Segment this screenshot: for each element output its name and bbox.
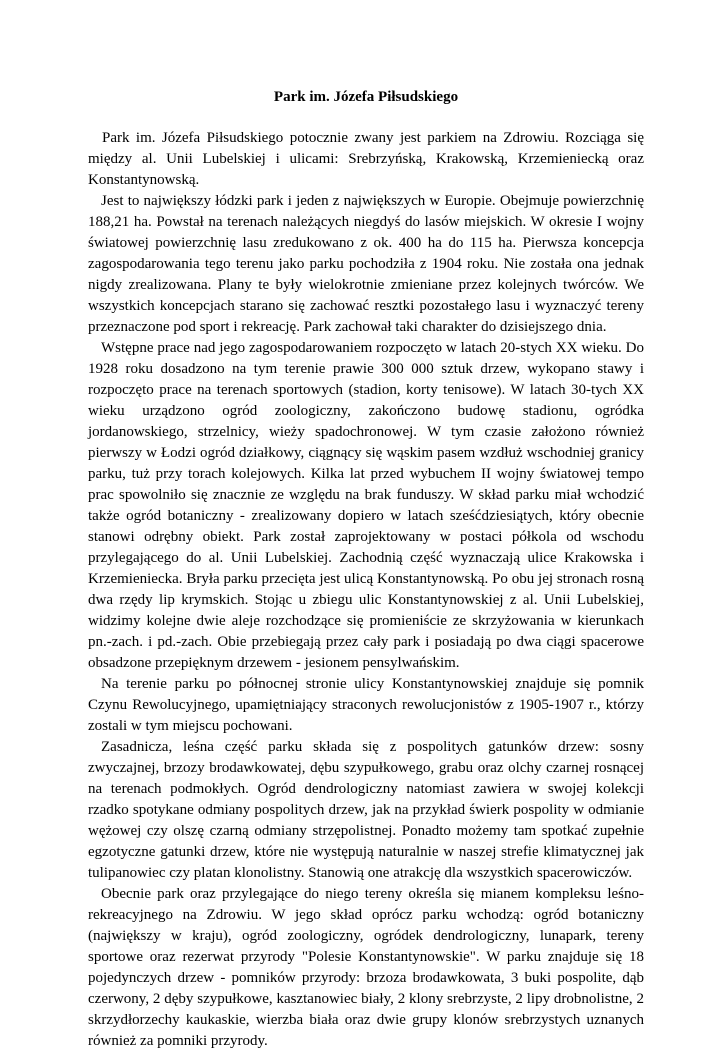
paragraph-history: Jest to największy łódzki park i jeden z największych w Europie. Obejmuje powierzchnię 188,21 ha. Powstał na terenach należących niegdyś do lasów miejskich. W okresie I wojny światowej powierzchnię lasu zredukowano z ok. 400 ha do 115 ha. Pierwsza koncepcja zagospodarowania tego terenu jako parku pochodziła z 1904 roku. Nie została ona jednak nigdy zrealizowana. Plany te były wielokrotnie zmieniane przez kolejnych twórców. We wszystkich koncepcjach starano się zachować resztki pozostałego lasu i wyznaczyć tereny przeznaczone pod sport i rekreację. Park zachował taki charakter do dzisiejszego dnia. [88, 193, 644, 335]
title-spacer [88, 108, 644, 128]
paragraph-location: Park im. Józefa Piłsudskiego potocznie zwany jest parkiem na Zdrowiu. Rozciąga się między al. Unii Lubelskiej i ulicami: Srebrzyńską, Krakowską, Krzemieniecką oraz Konstantynowską. [88, 130, 644, 188]
paragraph-complex: Obecnie park oraz przylegające do niego tereny określa się mianem kompleksu leśno-rekreacyjnego na Zdrowiu. W jego skład oprócz parku wchodzą: ogród botaniczny (największy w kraju), ogród zoologiczny, ogródek dendrologiczny, lunapark, tereny sportowe oraz rezerwat przyrody "Polesie Konstantynowskie". W parku znajduje się 18 pojedynczych drzew - pomników przyrody: brzoza brodawkowata, 3 buki pospolite, dąb czerwony, 2 dęby szypułkowe, kasztanowiec biały, 2 klony srebrzyste, 2 lipy drobnolistne, 2 skrzydłorzechy kaukaskie, wierzba biała oraz dwie grupy klonów srebrzystych uznanych również za pomniki przyrody. [88, 886, 644, 1049]
paragraph-development: Wstępne prace nad jego zagospodarowaniem rozpoczęto w latach 20-stych XX wieku. Do 1928 roku dosadzono na tym terenie prawie 300 000 sztuk drzew, wykopano stawy i rozpoczęto prace na terenach sportowych (stadion, korty tenisowe). W latach 30-tych XX wieku urządzono ogród zoologiczny, zakończono budowę stadionu, ogródka jordanowskiego, strzelnicy, wieży spadochronowej. W tym czasie założono również pierwszy w Łodzi ogród działkowy, ciągnący się wąskim pasem wzdłuż wschodniej granicy parku, tuż przy torach kolejowych. Kilka lat przed wybuchem II wojny światowej tempo prac spowolniło się znacznie ze względu na brak funduszy. W skład parku miał wchodzić także ogród botaniczny - zrealizowany dopiero w latach sześćdziesiątych, który obecnie stanowi odrębny obiekt. Park został zaprojektowany w postaci półkola od wschodu przylegającego do al. Unii Lubelskiej. Zachodnią część wyznaczają ulice Krakowska i Krzemieniecka. Bryła parku przecięta jest ulicą Konstantynowską. Po obu jej stronach rosną dwa rzędy lip krymskich. Stojąc u zbiegu ulic Konstantynowskiej z al. Unii Lubelskiej, widzimy kolejne dwie aleje rozchodzące się promieniście ze skrzyżowania w kierunkach pn.-zach. i pd.-zach. Obie przebiegają przez cały park i posiadają po dwa ciągi spacerowe obsadzone przepięknym drzewem - jesionem pensylwańskim. [88, 340, 644, 671]
paragraph-monument: Na terenie parku po północnej stronie ulicy Konstantynowskiej znajduje się pomnik Czynu Rewolucyjnego, upamiętniający straconych rewolucjonistów z 1905-1907 r., którzy zostali w tym miejscu pochowani. [88, 676, 644, 734]
document-title: Park im. Józefa Piłsudskiego [273, 89, 459, 105]
paragraph-trees: Zasadnicza, leśna część parku składa się z pospolitych gatunków drzew: sosny zwyczajnej, brzozy brodawkowatej, dębu szypułkowego, grabu oraz olchy czarnej rosnącej na terenach podmokłych. Ogród dendrologiczny natomiast zawiera w swojej kolekcji rzadko spotykane odmiany pospolitych drzew, jak na przykład świerk pospolity w odmianie wężowej czy olszę czarną odmiany strzępolistnej. Ponadto możemy tam spotkać zupełnie egzotyczne gatunki drzew, które nie występują naturalnie w naszej strefie klimatycznej jak tulipanowiec czy platan klonolistny. Stanowią one atrakcję dla wszystkich spacerowiczów. [88, 739, 644, 881]
document-page [88, 0, 644, 1052]
